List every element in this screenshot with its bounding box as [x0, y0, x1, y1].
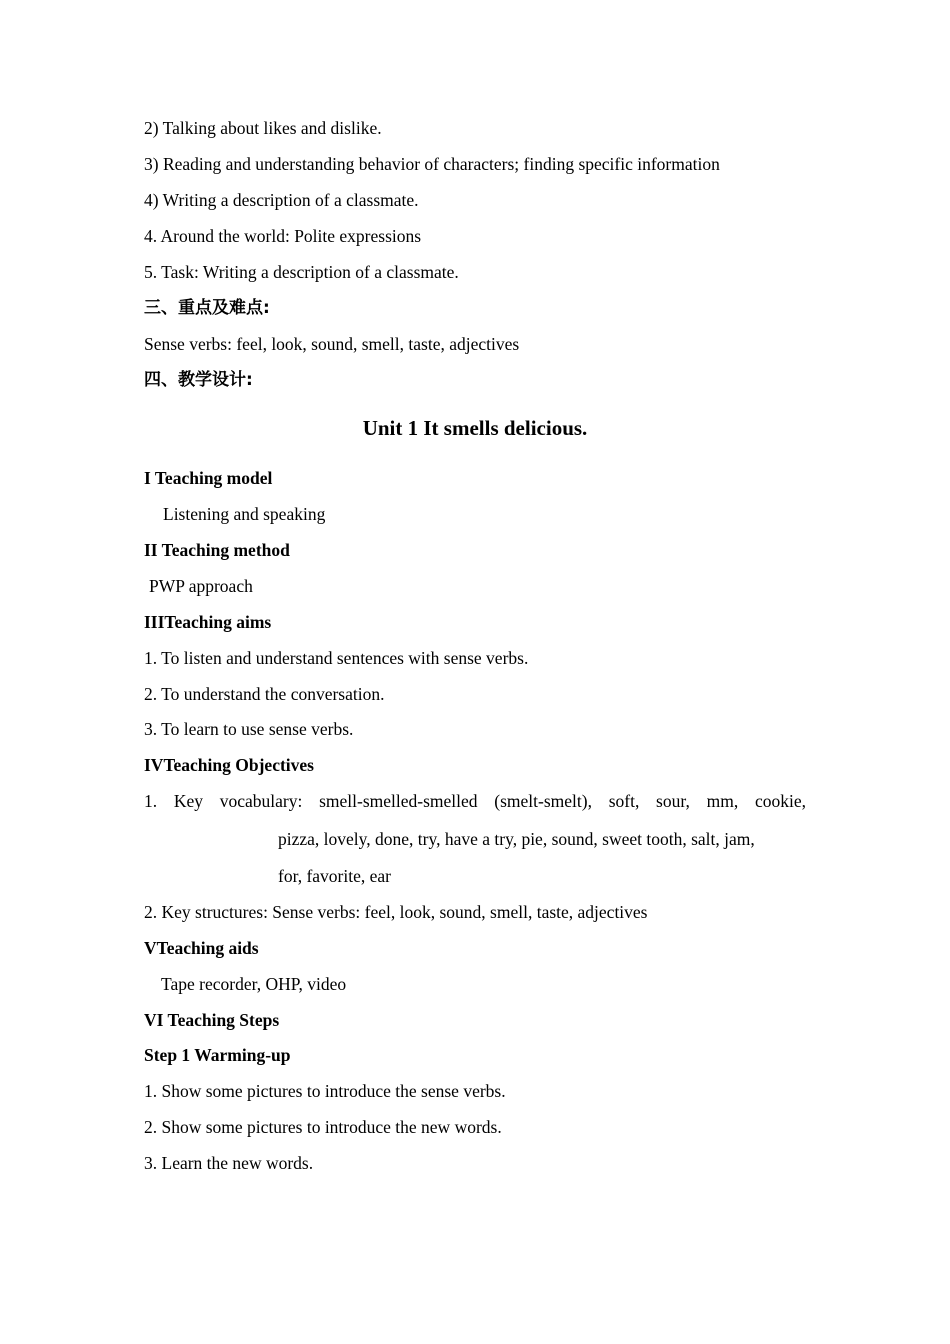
unit-title: Unit 1 It smells delicious. — [362, 416, 588, 440]
text-line: Sense verbs: feel, look, sound, smell, taste, adjectives — [144, 334, 520, 354]
text-line: 2) Talking about likes and dislike. — [144, 118, 382, 138]
step-item: 3. Learn the new words. — [144, 1153, 314, 1173]
vocab-word: mm, — [706, 791, 739, 811]
objective-vocabulary-continued: pizza, lovely, done, try, have a try, pie, sound, sweet tooth, salt, jam, — [278, 829, 755, 849]
text-line: 4. Around the world: Polite expressions — [144, 226, 422, 246]
vocab-word: (smelt-smelt), — [494, 791, 592, 811]
vocab-word: Key — [173, 791, 204, 811]
teaching-aims-heading: IIITeaching aims — [144, 612, 272, 632]
text-line: 5. Task: Writing a description of a classmate. — [144, 262, 459, 282]
teaching-steps-heading: VI Teaching Steps — [144, 1010, 280, 1030]
section-heading-teaching-design: 四、教学设计: — [144, 370, 253, 390]
vocab-word: 1. — [144, 791, 158, 811]
teaching-model-text: Listening and speaking — [163, 504, 326, 524]
objective-structures: 2. Key structures: Sense verbs: feel, look, sound, smell, taste, adjectives — [144, 902, 648, 922]
teaching-model-heading: I Teaching model — [144, 468, 273, 488]
aim-item: 2. To understand the conversation. — [144, 684, 385, 704]
vocab-word: soft, — [608, 791, 640, 811]
aim-item: 3. To learn to use sense verbs. — [144, 719, 354, 739]
step-item: 2. Show some pictures to introduce the new words. — [144, 1117, 502, 1137]
teaching-objectives-heading: IVTeaching Objectives — [144, 755, 314, 775]
text-line: 4) Writing a description of a classmate. — [144, 190, 419, 210]
vocab-word: smell-smelled-smelled — [319, 791, 478, 811]
step-heading: Step 1 Warming-up — [144, 1045, 291, 1065]
section-heading-key-points: 三、重点及难点: — [144, 298, 270, 318]
vocab-word: vocabulary: — [219, 791, 303, 811]
objective-vocabulary-line — [144, 790, 806, 812]
teaching-method-text: PWP approach — [149, 576, 253, 596]
objective-vocabulary-continued: for, favorite, ear — [278, 866, 391, 886]
teaching-method-heading: II Teaching method — [144, 540, 290, 560]
vocab-word: cookie, — [754, 791, 806, 811]
teaching-aids-heading: VTeaching aids — [144, 938, 259, 958]
text-line: 3) Reading and understanding behavior of characters; finding specific information — [144, 154, 720, 174]
step-item: 1. Show some pictures to introduce the sense verbs. — [144, 1081, 506, 1101]
aim-item: 1. To listen and understand sentences with sense verbs. — [144, 648, 529, 668]
teaching-aids-text: Tape recorder, OHP, video — [161, 974, 347, 994]
vocab-word: sour, — [656, 791, 690, 811]
